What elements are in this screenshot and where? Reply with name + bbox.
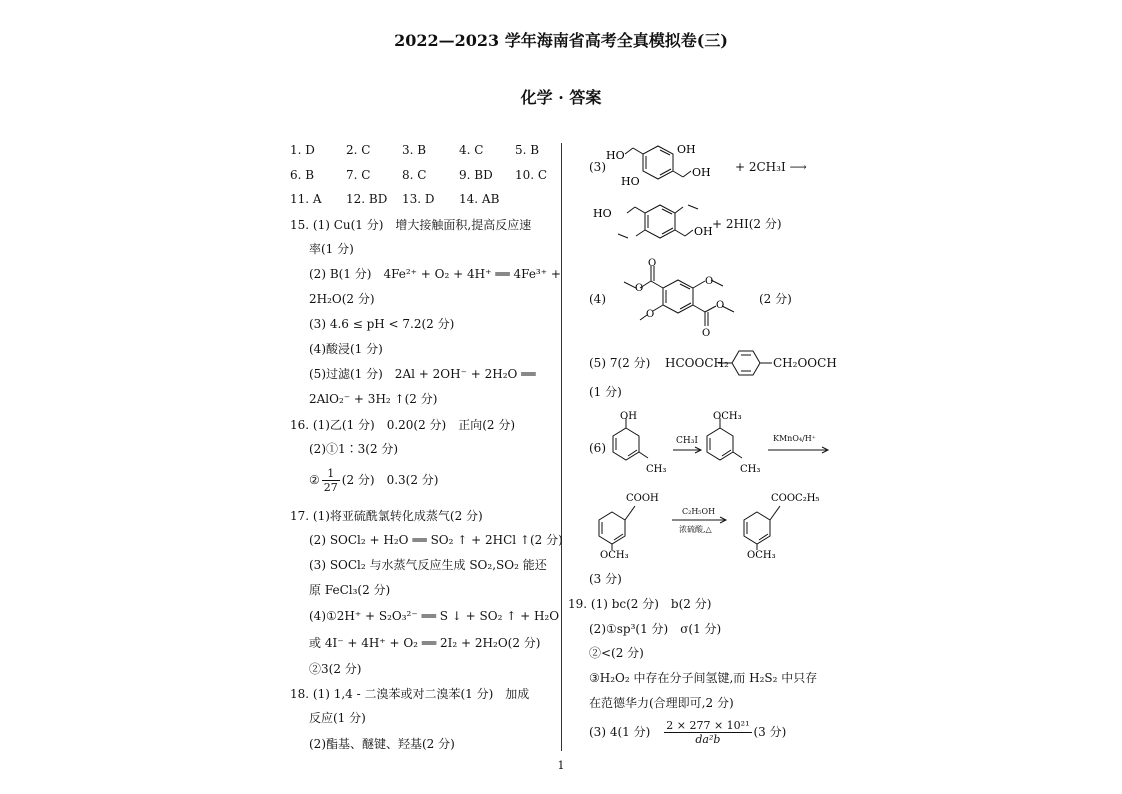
column-divider [561, 143, 562, 751]
svg-text:O: O [635, 283, 644, 294]
m-cresol-structure [606, 410, 666, 478]
q5-left-group: HCOOCH₂ [665, 356, 729, 370]
answer-line: 15. (1) Cu(1 分) 增大接触面积,提高反应速 [290, 218, 532, 232]
cooc2h5-label: COOC₂H₅ [771, 493, 820, 504]
fraction-numerator: 2 × 277 × 10²¹ [666, 719, 750, 732]
mc-answer: 6. B [290, 168, 315, 182]
q3-reagent: + 2CH₃I ⟶ [735, 160, 807, 174]
fraction [322, 467, 340, 494]
fraction-prefix: ② [309, 473, 320, 487]
answer-line: 2H₂O(2 分) [309, 292, 375, 306]
ho-label: HO [621, 175, 640, 188]
mc-answer: 8. C [402, 168, 427, 182]
svg-text:O: O [716, 300, 725, 311]
q6-label: (6) [589, 441, 606, 455]
q6-reagent-3-bottom: 浓硫酸,△ [679, 525, 712, 534]
answer-line: 17. (1)将亚硫酰氯转化成蒸气(2 分) [290, 509, 483, 523]
answer-line: 19. (1) bc(2 分) b(2 分) [568, 597, 712, 611]
mc-answer: 9. BD [459, 168, 493, 182]
fraction-suffix: (2 分) 0.3(2 分) [341, 473, 439, 487]
q5-score: (1 分) [589, 385, 622, 399]
document-title: 2022—2023 学年海南省高考全真模拟卷(三) [394, 31, 728, 50]
mc-answer: 11. A [290, 192, 322, 206]
m-methoxybenzoic-acid-structure [590, 488, 660, 564]
reaction-arrow [768, 446, 830, 454]
answer-line: 反应(1 分) [309, 711, 366, 725]
q5-benzene-ring [718, 349, 772, 377]
answer-line: (2) SOCl₂ + H₂O ══ SO₂ ↑ + 2HCl ↑(2 分) [309, 533, 563, 547]
answer-line: 原 FeCl₃(2 分) [309, 583, 391, 597]
mc-answer: 7. C [346, 168, 371, 182]
fraction-denominator: da²b [695, 733, 721, 746]
ethyl-m-methoxybenzoate-structure [735, 488, 835, 564]
och3-label: OCH₃ [713, 411, 742, 422]
oh-label: OH [677, 143, 696, 156]
mc-answer: 5. B [515, 143, 540, 157]
fraction-line [589, 719, 786, 746]
answer-line: ③H₂O₂ 中存在分子间氢键,而 H₂S₂ 中只存 [589, 671, 818, 685]
q3-product-structure [590, 195, 720, 251]
mc-answer: 14. AB [459, 192, 500, 206]
svg-text:O: O [646, 309, 655, 320]
mc-answer: 1. D [290, 143, 315, 157]
svg-text:O: O [705, 276, 714, 287]
m-methylanisole-structure [700, 410, 760, 478]
q4-label: (4) [589, 292, 606, 306]
fraction-denominator: 27 [323, 481, 338, 494]
ho-label: HO [606, 149, 625, 162]
answer-line: 率(1 分) [309, 242, 354, 256]
answer-line: ②<(2 分) [589, 646, 644, 660]
answer-line: (2)①sp³(1 分) σ(1 分) [589, 622, 722, 636]
answer-line: (5)过滤(1 分) 2Al + 2OH⁻ + 2H₂O ══ [309, 367, 536, 381]
svg-text:O: O [702, 328, 711, 338]
answer-line: 16. (1)乙(1 分) 0.20(2 分) 正向(2 分) [290, 418, 516, 432]
q3-label: (3) [589, 160, 606, 174]
q4-structure [608, 258, 753, 338]
q6-reagent-3-top: C₂H₅OH [682, 507, 716, 516]
oh-label: OH [692, 166, 711, 179]
answer-line: (2)酯基、醚键、羟基(2 分) [309, 737, 455, 751]
answer-line: 2AlO₂⁻ + 3H₂ ↑(2 分) [309, 392, 438, 406]
mc-answer: 3. B [402, 143, 427, 157]
q4-score: (2 分) [759, 292, 792, 306]
page-number: 1 [557, 759, 565, 772]
fraction-numerator: 1 [322, 467, 340, 481]
q6-reagent-2: KMnO₄/H⁺ [773, 434, 816, 443]
ho-label: HO [593, 207, 612, 220]
mc-answer: 4. C [459, 143, 484, 157]
document-subtitle: 化学 · 答案 [520, 88, 602, 107]
answer-line: ②3(2 分) [309, 662, 362, 676]
answer-line: 在范德华力(合理即可,2 分) [589, 696, 734, 710]
answer-line: 或 4I⁻ + 4H⁺ + O₂ ══ 2I₂ + 2H₂O(2 分) [309, 636, 541, 650]
answer-line: 18. (1) 1,4 - 二溴苯或对二溴苯(1 分) 加成 [290, 687, 530, 701]
answer-line: (4)酸浸(1 分) [309, 342, 383, 356]
answer-line: (2) B(1 分) 4Fe²⁺ + O₂ + 4H⁺ ══ 4Fe³⁺ + [309, 267, 561, 281]
fraction-line [309, 467, 438, 494]
q5-text: (5) 7(2 分) [589, 356, 651, 370]
ch3-label: CH₃ [740, 464, 760, 475]
q5-right-group: CH₂OOCH [773, 356, 837, 370]
cooh-label: COOH [626, 493, 659, 504]
answer-line: (4)①2H⁺ + S₂O₃²⁻ ══ S ↓ + SO₂ ↑ + H₂O [309, 609, 560, 623]
fraction-prefix: (3) 4(1 分) [589, 725, 651, 739]
mc-answer: 12. BD [346, 192, 388, 206]
q3-product: + 2HI(2 分) [712, 217, 782, 231]
ch3-label: CH₃ [646, 464, 666, 475]
q6-reagent-1: CH₃I [676, 436, 698, 446]
och3-label: OCH₃ [600, 550, 629, 561]
fraction [664, 719, 751, 746]
answer-line: (3) SOCl₂ 与水蒸气反应生成 SO₂,SO₂ 能还 [309, 558, 547, 572]
mc-answer: 10. C [515, 168, 548, 182]
mc-answer: 13. D [402, 192, 435, 206]
oh-label: OH [694, 225, 713, 238]
answer-line: (3) 4.6 ≤ pH < 7.2(2 分) [309, 317, 455, 331]
q6-score: (3 分) [589, 572, 622, 586]
svg-text:O: O [648, 258, 657, 269]
mc-answer: 2. C [346, 143, 371, 157]
oh-label: OH [620, 411, 637, 422]
answer-line: (2)①1∶3(2 分) [309, 442, 399, 456]
fraction-suffix: (3 分) [753, 725, 787, 739]
och3-label: OCH₃ [747, 550, 776, 561]
reaction-arrow [673, 446, 703, 454]
q3-reactant-structure [603, 140, 733, 190]
